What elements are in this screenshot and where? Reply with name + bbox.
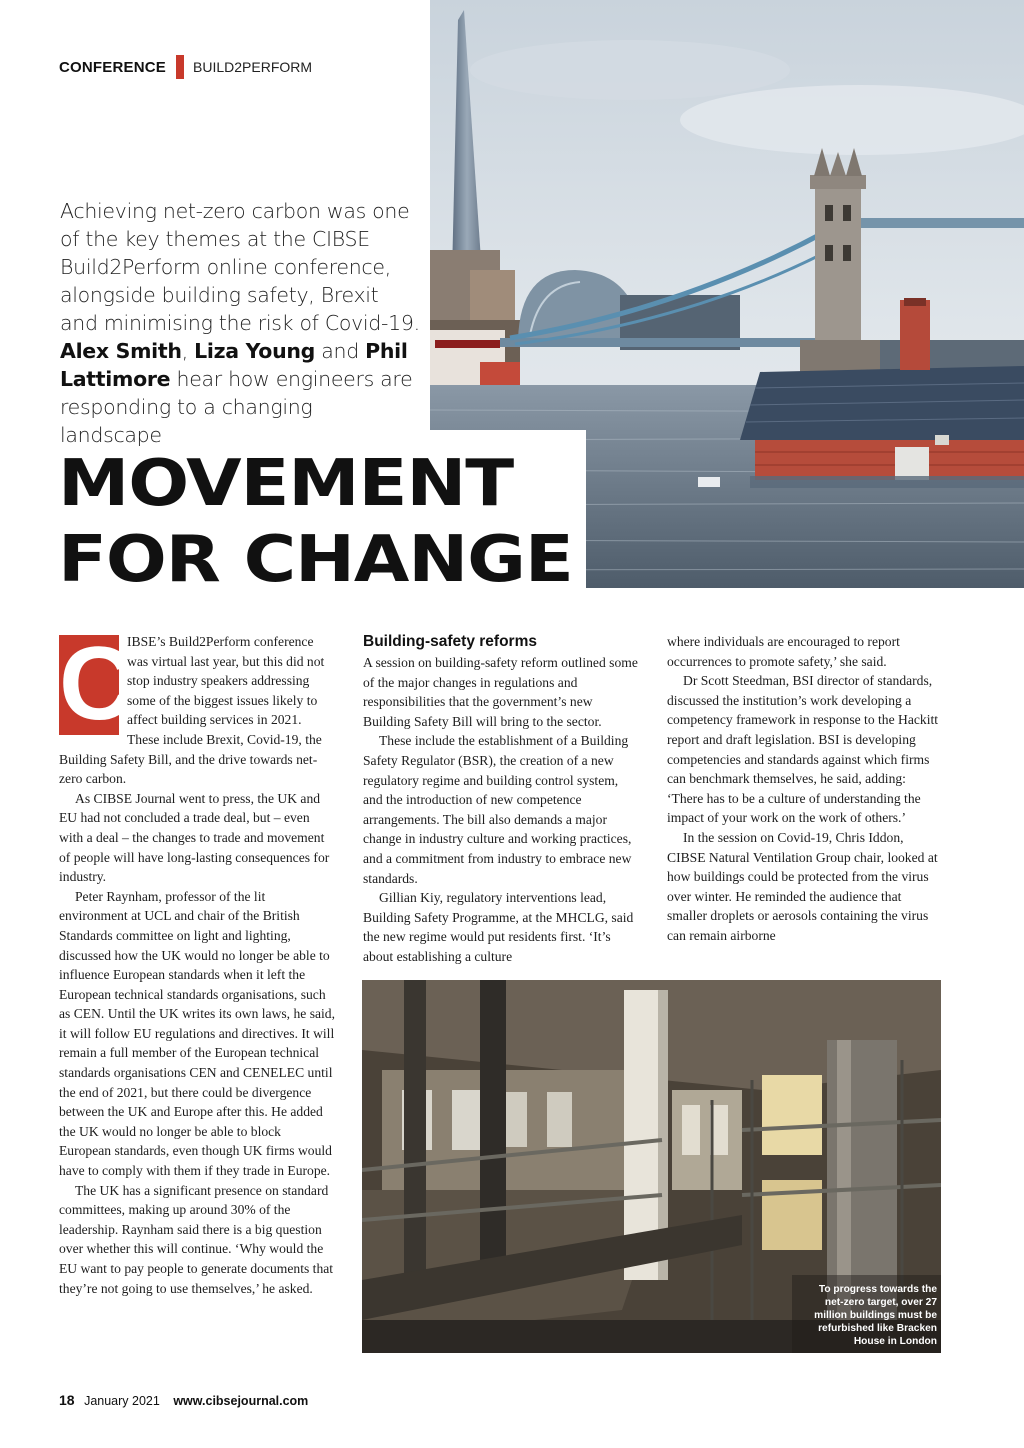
- journal-url[interactable]: www.cibsejournal.com: [173, 1394, 309, 1408]
- author-separator: ,: [181, 339, 195, 363]
- body-column-1: [59, 626, 335, 1298]
- paragraph: In the session on Covid-19, Chris Iddon, CIBSE Natural Ventilation Group chair, looked at how buildings could be protected from the virus over winter. He reminded the audience that smaller droplets or aerosols containing the virus can remain airborne: [667, 829, 938, 943]
- paragraph: Dr Scott Steedman, BSI director of standards, discussed the institution’s work developing a competency framework in response to the Hackitt report and draft legislation. BSI is developing competencies and standards against which firms can benchmark themselves, he said, adding: ‘There has to be a culture of understanding the impact of your work on the work of others.’: [667, 673, 939, 826]
- headline-line-1: MOVEMENT: [58, 447, 513, 521]
- paragraph: Peter Raynham, professor of the lit environment at UCL and chair of the British Standards committee on light and lighting, discussed how the UK would no longer be able to influence European standards when it left the European technical standards organisations, such as CEN. Until the UK writes its own laws, he said, it will follow EU regulations and directives. It will remain a full member of the European technical standards organisations CEN and CENELEC until the end of 2021, but there could be divergence between the UK and Europe after this. He added the UK would no longer be able to block European standards, even though UK firms would have to comply with them if they trade in Europe.: [59, 888, 335, 1179]
- paragraph: A session on building-safety reform outlined some of the major changes in regulations and responsibilities that the government’s new Building Safety Bill will bring to the sector.: [363, 655, 638, 729]
- subheading: Building-safety reforms: [363, 633, 537, 650]
- section-tag: [59, 56, 312, 78]
- author-name: Alex Smith: [60, 339, 182, 363]
- section-label: CONFERENCE: [59, 58, 167, 76]
- section-divider-bar: [176, 55, 184, 79]
- paragraph: These include the establishment of a Building Safety Regulator (BSR), the creation of a new regulatory regime and building control system, and the introduction of new competence arrangements. The bill also demands a major change in industry culture and working practices, and a commitment from industry to embrace new standards.: [363, 733, 632, 886]
- paragraph: where individuals are encouraged to report occurrences to promote safety,’ she said.: [667, 634, 900, 669]
- paragraph: Gillian Kiy, regulatory interventions lead, Building Safety Programme, at the MHCLG, said the new regime would put residents first. ‘It’s about establishing a culture: [363, 890, 634, 964]
- paragraph: IBSE’s Build2Perform conference was virtual last year, but this did not stop industry speakers addressing some of the biggest issues likely to affect building services in 2021. These include Brexit, Covid-19, the Building Safety Bill, and the drive towards net-zero carbon.: [59, 634, 325, 787]
- author-name: Liza Young: [194, 339, 316, 363]
- subsection-label: BUILD2PERFORM: [193, 59, 313, 75]
- article-headline: [58, 446, 663, 598]
- body-column-3: [667, 632, 943, 946]
- headline-line-2: FOR CHANGE: [58, 523, 573, 597]
- issue-date: January 2021: [84, 1394, 160, 1408]
- standfirst: [60, 197, 420, 449]
- standfirst-outro: hear how engineers are responding to a changing landscape: [60, 367, 413, 447]
- author-separator: and: [315, 339, 366, 363]
- body-column-2: [363, 632, 639, 967]
- paragraph: As CIBSE Journal went to press, the UK and EU had not concluded a trade deal, but – even with a deal – the changes to trade and movement of people will have long-lasting consequences for industry.: [59, 790, 330, 885]
- paragraph: The UK has a significant presence on standard committees, making up around 30% of the leadership. Raynham said there is a big question over whether this will continue. ‘Why would the EU want to pay people to generate documents that they’re not going to use themselves,’ he asked.: [59, 1182, 334, 1296]
- page-number: 18: [59, 1392, 75, 1408]
- author-name: Phil Lattimore: [60, 339, 408, 391]
- standfirst-intro: Achieving net-zero carbon was one of the key themes at the CIBSE Build2Perform online conference, alongside building safety, Brexit and minimising the risk of Covid-19.: [60, 199, 420, 335]
- photo-caption: To progress towards the net-zero target, over 27 million buildings must be refurbished like Bracken House in London: [814, 1284, 937, 1347]
- drop-cap: C: [59, 626, 135, 742]
- page-footer: [59, 1392, 308, 1408]
